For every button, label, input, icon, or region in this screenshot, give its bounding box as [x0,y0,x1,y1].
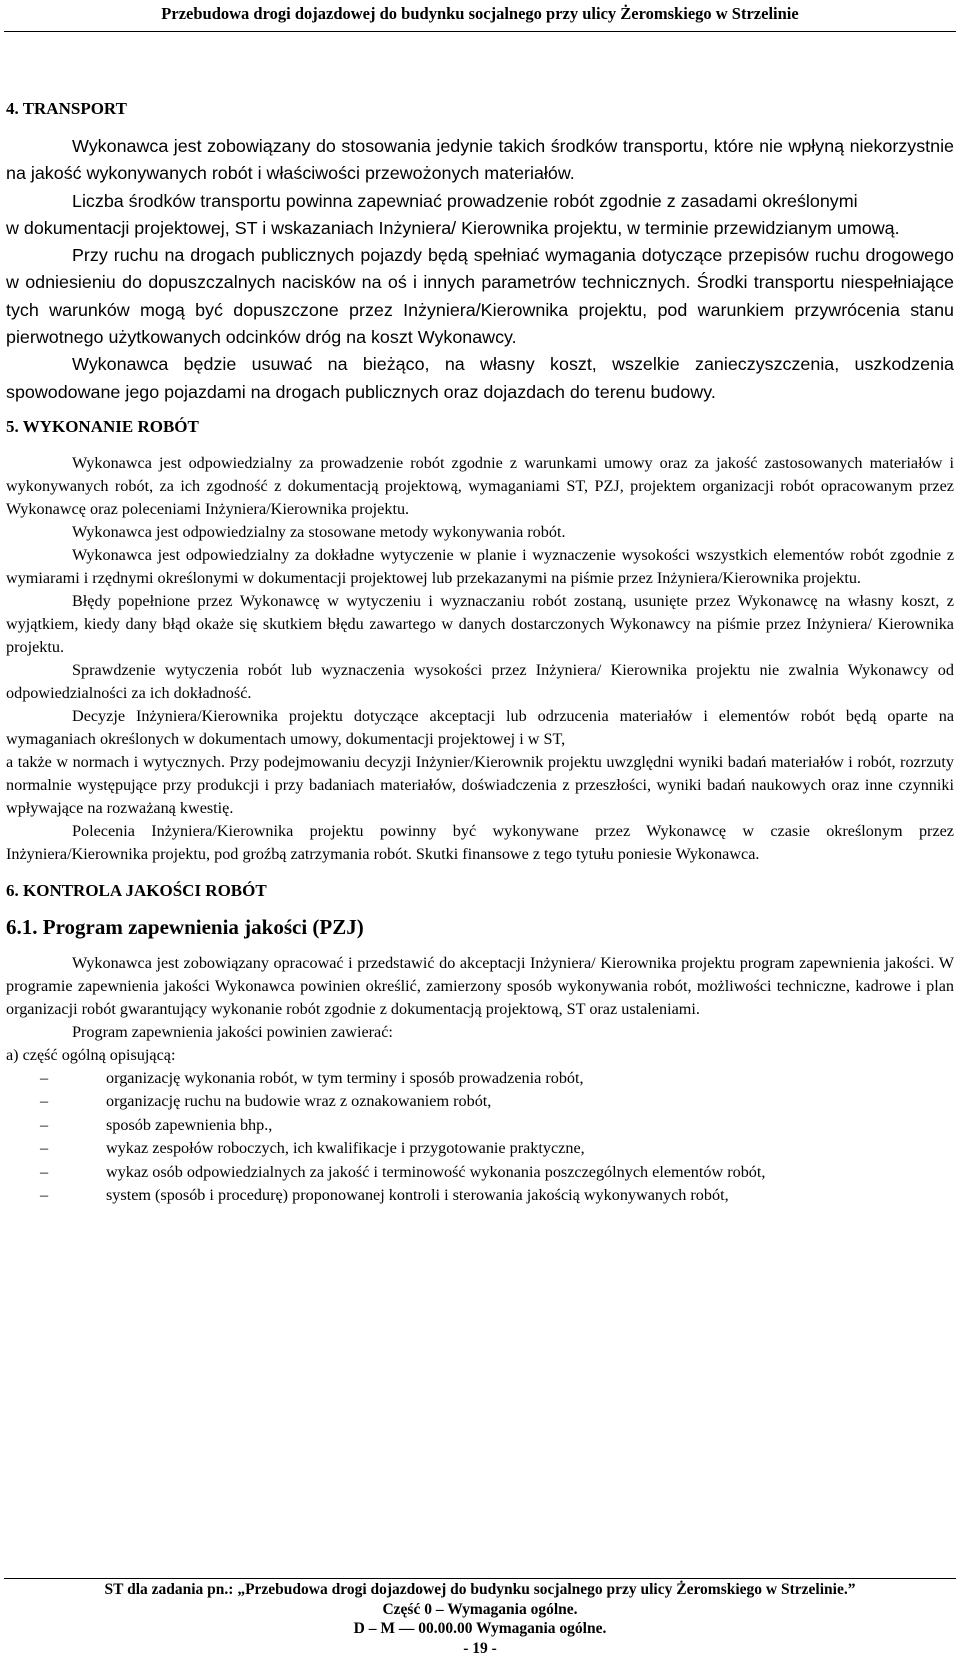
section-4-title: 4. TRANSPORT [6,99,127,118]
footer-line-1: ST dla zadania pn.: „Przebudowa drogi dojazdowej do budynku socjalnego przy ulicy Żeromskiego w Strzelinie.” [104,1581,856,1598]
list-item [6,1161,954,1185]
section-5-paragraph-8: Polecenia Inżyniera/Kierownika projektu powinny być wykonywane przez Wykonawcę w czasie określonym przez Inżyniera/Kierownika projektu, pod groźbą zatrzymania robót. Skutki finansowe z tego tytułu poniesie Wykonawca. [6,821,954,863]
section-5-paragraph-7: a także w normach i wytycznych. Przy podejmowaniu decyzji Inżynier/Kierownik projektu uwzględni wyniki badań materiałów i robót, rozrzuty normalnie występujące przy produkcji i przy badaniach materiałów, doświadczenia z przeszłości, wyniki badań naukowych oraz inne czynniki wpływające na rozważaną kwestię. [6,752,954,817]
dash-bullet: – [40,1115,49,1134]
section-5-paragraph-4: Błędy popełnione przez Wykonawcę w wytyczeniu i wyznaczaniu robót zostaną, usunięte przez Wykonawcę na własny koszt, z wyjątkiem, kiedy dany błąd okaże się skutkiem błędu zawartego w danych dostarczonych Wykonawcy na piśmie przez Inżyniera/ Kierownika projektu. [6,591,954,656]
section-4-paragraph-5: Wykonawca będzie usuwać na bieżąco, na własny koszt, wszelkie zanieczyszczenia, uszkodzenia spowodowane jego pojazdami na drogach publicznych oraz dojazdach do terenu budowy. [6,354,954,402]
section-4-paragraph-1: Wykonawca jest zobowiązany do stosowania jedynie takich środków transportu, które nie wpłyną niekorzystnie na jakość wykonywanych robót i właściwości przewożonych materiałów. [6,136,954,184]
section-4-paragraph-3: w dokumentacji projektowej, ST i wskazaniach Inżyniera/ Kierownika projektu, w terminie przewidzianym umową. [6,217,900,238]
section-4-paragraph-4: Przy ruchu na drogach publicznych pojazdy będą spełniać wymagania dotyczące przepisów ruchu drogowego w odniesieniu do dopuszczalnych nacisków na oś i innych parametrów technicznych. Środki transportu niespełniające tych warunków mogą być dopuszczone przez Inżyniera/Kierownika projektu, pod warunkiem przywrócenia stanu pierwotnego użytkowanych odcinków dróg na koszt Wykonawcy. [6,245,954,348]
footer-divider [4,1578,956,1579]
list-item [6,1067,954,1091]
section-6-paragraph-3: a) część ogólną opisującą: [6,1045,176,1064]
section-6-paragraph-2: Program zapewnienia jakości powinien zawierać: [72,1022,393,1041]
page-content [6,98,954,1208]
list-item-text: wykaz osób odpowiedzialnych za jakość i terminowość wykonania poszczególnych elementów robót, [106,1162,766,1181]
dash-bullet: – [40,1092,49,1111]
list-item [6,1114,954,1138]
dash-bullet: – [40,1162,49,1181]
general-part-list [6,1067,954,1208]
footer-line-2: Część 0 – Wymagania ogólne. [382,1600,578,1618]
list-item-text: wykaz zespołów roboczych, ich kwalifikacje i przygotowanie praktyczne, [106,1139,585,1158]
section-6-1-title: 6.1. Program zapewnienia jakości (PZJ) [6,914,364,939]
section-5-paragraph-1: Wykonawca jest odpowiedzialny za prowadzenie robót zgodnie z warunkami umowy oraz za jakość zastosowanych materiałów i wykonywanych robót, za ich zgodność z dokumentacją projektową, wymaganiami ST, PZJ, projektem organizacji robót opracowanym przez Wykonawcę oraz poleceniami Inżyniera/Kierownika projektu. [6,453,954,518]
list-item [6,1137,954,1161]
dash-bullet: – [40,1186,49,1205]
section-5-paragraph-3: Wykonawca jest odpowiedzialny za dokładne wytyczenie w planie i wyznaczenie wysokości wszystkich elementów robót zgodnie z wymiarami i rzędnymi określonymi w dokumentacji projektowej lub przekazanymi na piśmie przez Inżyniera/Kierownika projektu. [6,545,954,587]
section-5-paragraph-5: Sprawdzenie wytyczenia robót lub wyznaczenia wysokości przez Inżyniera/ Kierownika projektu nie zwalnia Wykonawcy od odpowiedzialności za ich dokładność. [6,660,954,702]
list-item-text: sposób zapewnienia bhp., [106,1115,273,1134]
page-footer [0,1580,960,1658]
section-5-title: 5. WYKONANIE ROBÓT [6,416,199,436]
section-5-paragraph-2: Wykonawca jest odpowiedzialny za stosowane metody wykonywania robót. [72,522,566,541]
dash-bullet: – [40,1068,49,1087]
header-divider [4,31,956,32]
running-header: Przebudowa drogi dojazdowej do budynku socjalnego przy ulicy Żeromskiego w Strzelinie [161,4,799,23]
section-6-paragraph-1: Wykonawca jest zobowiązany opracować i przedstawić do akceptacji Inżyniera/ Kierownika projektu program zapewnienia jakości. W programie zapewnienia jakości Wykonawca powinien określić, zamierzony sposób wykonywania robót, możliwości techniczne, kadrowe i plan organizacji robót gwarantujący wykonanie robót zgodnie z dokumentacją projektową, ST oraz ustaleniami. [6,953,954,1018]
list-item-text: organizację ruchu na budowie wraz z oznakowaniem robót, [106,1092,492,1111]
list-item [6,1184,954,1208]
list-item-text: organizację wykonania robót, w tym terminy i sposób prowadzenia robót, [106,1068,584,1087]
list-item [6,1090,954,1114]
section-6-title: 6. KONTROLA JAKOŚCI ROBÓT [6,880,267,900]
section-5-paragraph-6: Decyzje Inżyniera/Kierownika projektu dotyczące akceptacji lub odrzucenia materiałów i elementów robót będą oparte na wymaganiach określonych w dokumentach umowy, dokumentacji projektowej i w ST, [6,706,954,748]
page-number: - 19 - [463,1639,497,1657]
section-4-paragraph-2: Liczba środków transportu powinna zapewniać prowadzenie robót zgodnie z zasadami określonymi [72,190,858,211]
footer-line-3: D – M — 00.00.00 Wymagania ogólne. [353,1620,607,1637]
dash-bullet: – [40,1139,49,1158]
list-item-text: system (sposób i procedurę) proponowanej kontroli i sterowania jakością wykonywanych robót, [106,1186,729,1205]
